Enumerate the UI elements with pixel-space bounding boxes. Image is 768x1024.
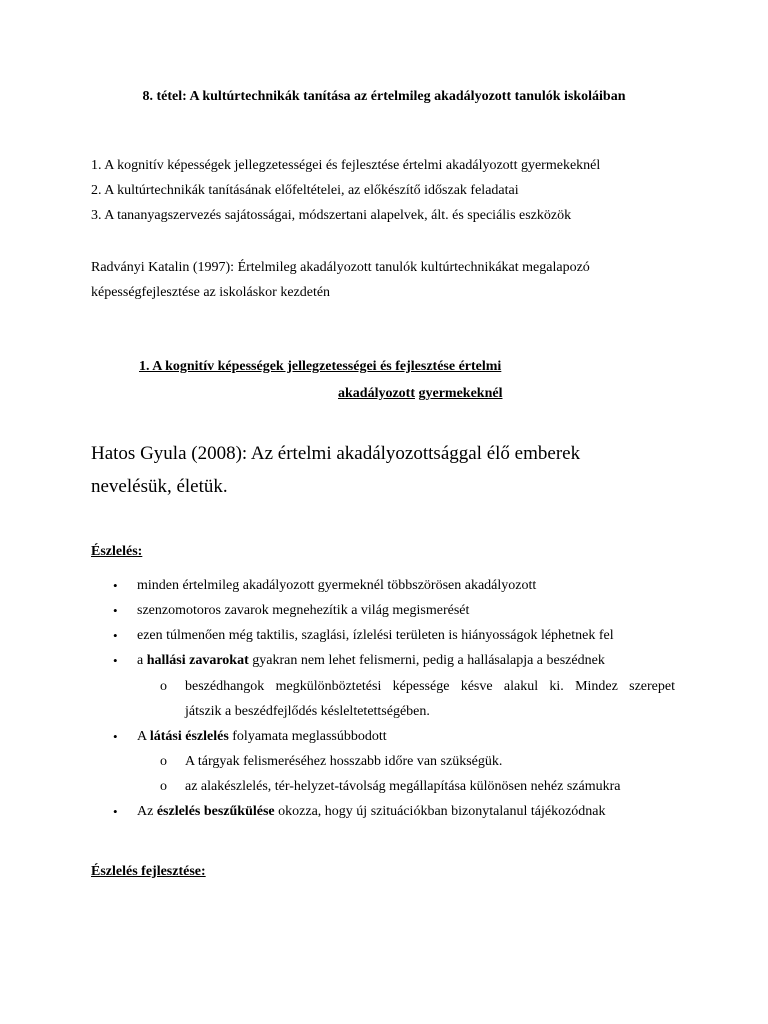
- sub-bullet-icon: o: [160, 779, 167, 794]
- topic-1: 1. A kognitív képességek jellegzetességei és fejlesztése értelmi akadályozott gyermekeknél: [91, 158, 601, 173]
- bullet-icon: •: [113, 603, 118, 618]
- heading-word-2: gyermekeknél: [418, 386, 503, 401]
- sub-item-5-2: az alakészlelés, tér-helyzet-távolság megállapítása különösen nehéz számukra: [185, 779, 621, 794]
- reference-2-line-2: nevelésük, életük.: [91, 476, 228, 497]
- bullet-4-bold: hallási zavarokat: [146, 653, 249, 668]
- bullet-item-6: [137, 804, 606, 820]
- topic-2: 2. A kultúrtechnikák tanításának előfeltételei, az előkészítő időszak feladatai: [91, 183, 519, 198]
- bullet-item-1: minden értelmileg akadályozott gyermeknél többszörösen akadályozott: [137, 578, 537, 593]
- bullet-4-post: gyakran nem lehet felismerni, pedig a hallásalapja a beszédnek: [248, 653, 605, 668]
- topic-3: 3. A tananyagszervezés sajátosságai, módszertani alapelvek, ált. és speciális eszközök: [91, 208, 572, 223]
- section-heading-1-line-2: [338, 386, 502, 402]
- reference-1-line-1: Radványi Katalin (1997): Értelmileg akadályozott tanulók kultúrtechnikákat megalapozó: [91, 260, 590, 275]
- sub-bullet-icon: o: [160, 754, 167, 769]
- reference-1-line-2: képességfejlesztése az iskoláskor kezdetén: [91, 285, 331, 300]
- bullet-4-pre: a: [137, 653, 147, 668]
- bullet-icon: •: [113, 804, 118, 819]
- section-eszleles: Észlelés:: [91, 544, 143, 559]
- bullet-6-bold: észlelés beszűkülése: [156, 804, 275, 819]
- bullet-5-pre: A: [137, 729, 150, 744]
- bullet-6-post: okozza, hogy új szituációkban bizonytalanul tájékozódnak: [274, 804, 606, 819]
- bullet-6-pre: Az: [137, 804, 157, 819]
- bullet-icon: •: [113, 628, 118, 643]
- bullet-5-post: folyamata meglassúbbodott: [228, 729, 387, 744]
- sub-item-5-1: A tárgyak felismeréséhez hosszabb időre van szükségük.: [185, 754, 503, 769]
- section-eszleles-fejlesztese: Észlelés fejlesztése:: [91, 864, 206, 879]
- bullet-item-5: [137, 729, 387, 745]
- bullet-item-4: [137, 653, 605, 669]
- bullet-item-2: szenzomotoros zavarok megnehezítik a világ megismerését: [137, 603, 470, 618]
- bullet-icon: •: [113, 729, 118, 744]
- bullet-icon: •: [113, 653, 118, 668]
- bullet-item-3: ezen túlmenően még taktilis, szaglási, ízlelési területen is hiányosságok léphetnek fel: [137, 628, 614, 643]
- heading-word-1: akadályozott: [338, 386, 415, 401]
- bullet-icon: •: [113, 578, 118, 593]
- sub-bullet-icon: o: [160, 679, 167, 694]
- document-title: 8. tétel: A kultúrtechnikák tanítása az értelmileg akadályozott tanulók iskoláiban: [142, 89, 626, 104]
- section-heading-1-line-1: 1. A kognitív képességek jellegzetességei és fejlesztése értelmi: [139, 359, 502, 374]
- reference-2-line-1: Hatos Gyula (2008): Az értelmi akadályozottsággal élő emberek: [91, 443, 581, 464]
- sub-item-4-1-line-1: beszédhangok megkülönböztetési képessége késve alakul ki. Mindez szerepet: [185, 679, 675, 694]
- sub-item-4-1-line-2: játszik a beszédfejlődés késleltetettségében.: [185, 704, 430, 719]
- bullet-5-bold: látási észlelés: [149, 729, 229, 744]
